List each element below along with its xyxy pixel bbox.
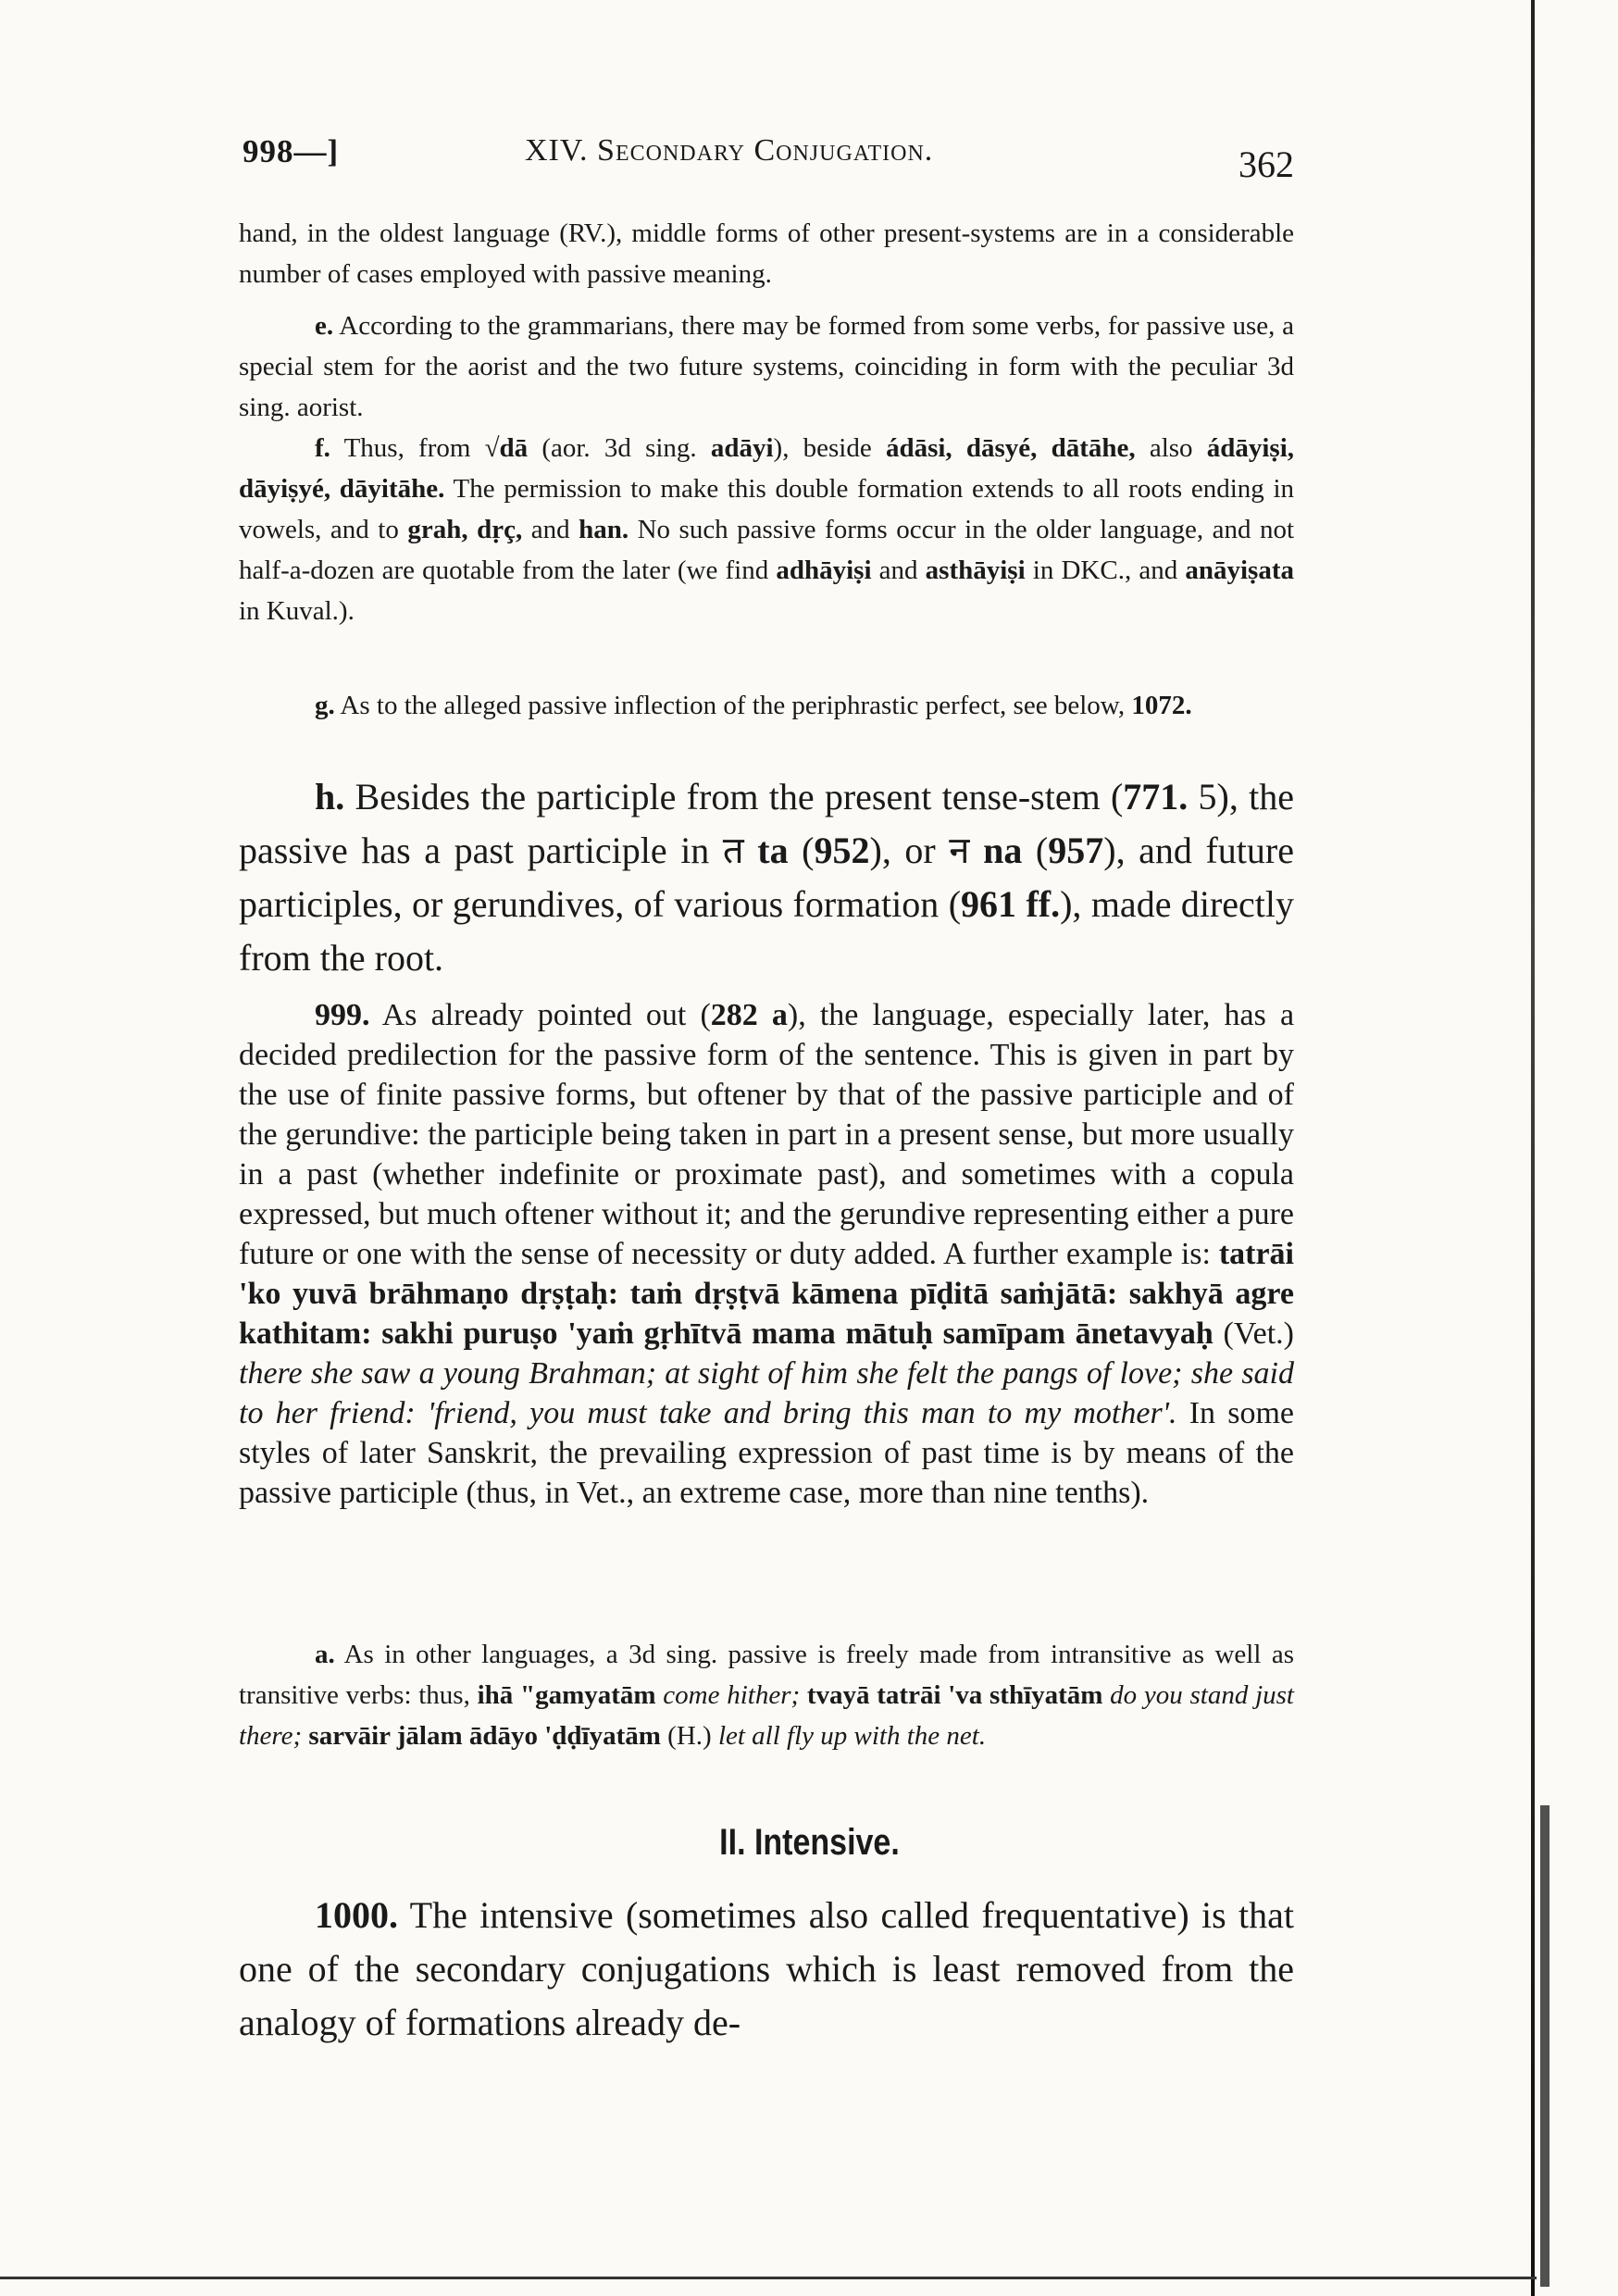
paragraph-a: [239, 1634, 1294, 1756]
translation: come hither;: [655, 1680, 801, 1710]
paragraph-h: [239, 770, 1294, 985]
text-run: (H.): [660, 1721, 718, 1751]
paragraph-label: f.: [315, 433, 330, 463]
paragraph-g: [239, 685, 1294, 726]
sanskrit-word: na: [983, 830, 1023, 871]
paragraph-text: hand, in the oldest language (RV.), middle forms of other present-systems are in a considerable number of cases employed with passive meaning.: [239, 218, 1294, 289]
section-ref: 957: [1048, 830, 1104, 871]
text-run: (: [788, 830, 815, 871]
paragraph-label: h.: [315, 776, 345, 817]
text-run: Thus, from √: [343, 433, 500, 463]
text-run: As to the alleged passive inflection of the periphrastic perfect, see below,: [340, 691, 1132, 720]
text-run: ), the language, especially later, has a decided predilection for the passive form of the sentence. This is given in part by the use of finite passive forms, but oftener by that of the passive participle and of the gerundive: the participle being taken in part in a present sense, but more usually in a past (whether indefinite or proximate past), and sometimes with a copula expressed, but much oftener without it; and the gerundive representing either a pure future or one with the sense of necessity or duty added. A further example is:: [239, 998, 1295, 1271]
section-heading-text: II. Intensive.: [718, 1822, 900, 1863]
text-run: Besides the participle from the present tense-stem (: [355, 776, 1124, 817]
page-edge-shadow: [1531, 0, 1535, 2296]
sanskrit-word: dā: [499, 433, 529, 463]
sanskrit-example: sarvāir jālam ādāyo 'ḍḍīyatām: [302, 1721, 661, 1751]
translation: do you stand just there;: [239, 1680, 1294, 1751]
text-run: also: [1135, 433, 1207, 463]
paragraph-number: 999.: [315, 998, 370, 1032]
text-run: and: [522, 515, 579, 544]
text-run: ), and future participles, or gerundives, of various formation (: [239, 830, 1294, 925]
text-run: ), made directly from the root.: [239, 883, 1295, 979]
sanskrit-word: anāyiṣata: [1185, 555, 1294, 585]
paragraph-1000: [239, 1889, 1294, 2050]
section-ref: 282 a: [710, 998, 788, 1032]
sanskrit-word: asthāyiṣi: [925, 555, 1026, 585]
text-run: ), or न: [869, 830, 984, 871]
section-reference: 998—]: [243, 133, 340, 169]
paragraph-label: a.: [315, 1640, 335, 1669]
paragraph-text: According to the grammarians, there may be formed from some verbs, for passive use, a special stem for the aorist and the two future systems, coinciding in form with the peculiar 3d sing. aorist.: [239, 311, 1294, 422]
paragraph-e: [239, 306, 1294, 428]
text-run: and: [871, 555, 926, 585]
section-ref: 952: [814, 830, 870, 871]
sanskrit-word: adāyi: [710, 433, 774, 463]
paragraph-text: The intensive (sometimes also called frequentative) is that one of the secondary conjugations which is least removed from the analogy of formations already de-: [239, 1894, 1295, 2043]
translation: there she saw a young Brahman; at sight of him she felt the pangs of love; she said to her friend: 'friend, you must take and bring this man to my mother'.: [239, 1356, 1294, 1430]
paragraph-continuation: [239, 213, 1294, 294]
binding-shadow: [1540, 1805, 1550, 2287]
paragraph-999: [239, 995, 1294, 1513]
sanskrit-example: tvayā tatrāi 'va sthīyatām: [800, 1680, 1103, 1710]
sanskrit-word: han.: [579, 515, 629, 544]
text-run: The permission to make this double formation extends to all roots ending in vowels, and to: [239, 474, 1294, 544]
paragraph-f: [239, 428, 1294, 631]
sanskrit-word: grah, dṛç,: [407, 515, 523, 544]
text-run: 5), the passive has a past participle in त: [239, 776, 1295, 871]
sanskrit-word: ádāyiṣi, dāyiṣyé, dāyitāhe.: [239, 433, 1295, 504]
sanskrit-word: adhāyiṣi: [776, 555, 872, 585]
paragraph-number: 1000.: [315, 1894, 398, 1936]
text-run: In some styles of later Sanskrit, the prevailing expression of past time is by means of the passive participle (thus, in Vet., an extreme case, more than nine tenths).: [239, 1396, 1294, 1510]
page-bottom-edge: [0, 2277, 1537, 2279]
text-run: No such passive forms occur in the older language, and not half-a-dozen are quotable from the later (we find: [239, 515, 1295, 585]
paragraph-label: e.: [315, 311, 334, 341]
text-run: in DKC., and: [1025, 555, 1186, 585]
text-run: As already pointed out (: [381, 998, 711, 1032]
section-ref: 961 ff.: [961, 883, 1061, 925]
text-run: (aor. 3d sing.: [528, 433, 711, 463]
text-run: (Vet.): [1213, 1316, 1294, 1351]
paragraph-label: g.: [315, 691, 335, 720]
sanskrit-example: ihā "gamyatām: [477, 1680, 656, 1710]
text-run: in Kuval.).: [239, 596, 355, 626]
chapter-title: XIV. Secondary Conjugation.: [525, 133, 934, 168]
section-ref: 771.: [1123, 776, 1189, 817]
text-run: (: [1022, 830, 1049, 871]
section-heading: [0, 1822, 1618, 1864]
sanskrit-example: tatrāi 'ko yuvā brāhmaṇo dṛṣṭaḥ: taṁ dṛṣṭvā kāmena pīḍitā saṁjātā: sakhyā agre kathitam: sakhi puruṣo 'yaṁ gṛhītvā mama mātuḥ samīpam ānetavyaḥ: [239, 1237, 1294, 1351]
translation: let all fly up with the net.: [717, 1721, 987, 1751]
text-run: As in other languages, a 3d sing. passive is freely made from intransitive as well as transitive verbs: thus,: [239, 1640, 1294, 1710]
sanskrit-word: ta: [757, 830, 789, 871]
sanskrit-word: ádāsi, dāsyé, dātāhe,: [885, 433, 1136, 463]
running-head: [243, 128, 1298, 183]
section-ref: 1072.: [1131, 691, 1192, 720]
text-run: ), beside: [773, 433, 886, 463]
page-number: 362: [1238, 144, 1294, 185]
